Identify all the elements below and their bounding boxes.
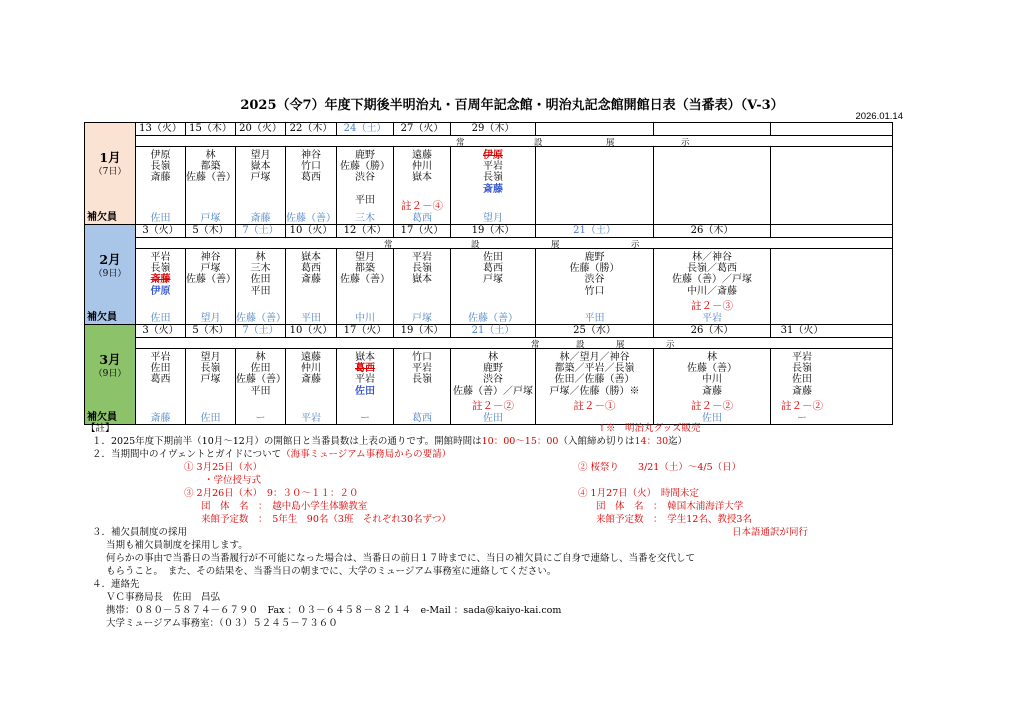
- duty-member: 竹口: [301, 161, 321, 173]
- note-reference: 註２－④: [401, 200, 443, 212]
- duty-member: 佐藤（善）: [340, 274, 390, 286]
- duty-member: 斎藤: [792, 385, 812, 397]
- substitute-member: 佐田: [483, 413, 503, 424]
- note-1: １．2025年度下期前半（10月～12月）の開館日と当番員数は上表の通りです。開館時間は10：00～15：00（入館締め切りは14：30迄）: [92, 436, 688, 447]
- day-cell: [337, 147, 394, 224]
- duty-names: [536, 352, 653, 397]
- duty-member: 長嶺: [483, 172, 503, 184]
- exhibit-char: 示: [666, 340, 675, 350]
- date-header: 12（木）: [337, 225, 394, 238]
- substitute-member: 平岩: [702, 313, 722, 324]
- duty-member: 渋谷: [355, 172, 375, 184]
- day-cell: [451, 249, 536, 324]
- duty-member: 竹口: [412, 352, 432, 363]
- duty-member: 平岩: [483, 161, 503, 173]
- page-title: 2025（令7）年度下期後半明治丸・百周年記念館・明治丸記念館開館日表（当番表）（V-3）: [240, 98, 784, 113]
- duty-member: 林: [707, 352, 717, 363]
- duty-member: 嶽本: [412, 172, 432, 184]
- duty-names: [337, 252, 393, 286]
- duty-member: 鹿野: [584, 252, 605, 263]
- exhibit-char: 示: [681, 138, 690, 148]
- duty-member: 佐田: [483, 252, 503, 263]
- duty-member: 佐藤（勝）: [340, 161, 390, 173]
- duty-member: 佐田: [792, 374, 812, 386]
- duty-member: 嶽本: [412, 274, 432, 286]
- date-header: 24（土）: [337, 123, 394, 136]
- day-cell: [654, 147, 771, 224]
- duty-names: [451, 252, 535, 286]
- date-header: 10（火）: [286, 325, 337, 338]
- duty-member: 中川／斎藤: [687, 285, 737, 297]
- date-header: 3（火）: [136, 325, 186, 338]
- duty-member: 戸塚／佐藤（勝）※: [549, 385, 640, 397]
- duty-member: 長嶺／葛西: [687, 263, 737, 275]
- duty-member: 佐藤（善）／戸塚: [672, 274, 752, 286]
- date-header: [654, 123, 771, 136]
- duty-member: 長嶺: [150, 161, 171, 173]
- month-label-cell: [85, 123, 136, 224]
- day-cell: [337, 249, 394, 324]
- date-header: 26（木）: [654, 325, 771, 338]
- day-cell: [394, 349, 451, 424]
- duty-member: 平田: [250, 385, 271, 397]
- event-1: ① 3月25日（水）: [184, 462, 263, 473]
- substitute-member: ー: [255, 413, 266, 424]
- duty-member: 林／望月／神谷: [559, 352, 630, 363]
- date-header: 5（木）: [186, 325, 236, 338]
- date-header: 21（土）: [451, 325, 536, 338]
- duty-names: [394, 352, 450, 386]
- day-cell: [236, 349, 286, 424]
- date-header: 7（土）: [236, 325, 286, 338]
- event-4-group: 団 体 名 ： 韓国木浦海洋大学: [596, 501, 744, 512]
- duty-member: 斎藤: [301, 374, 321, 386]
- duty-member: 平田: [355, 194, 375, 206]
- date-header: 22（木）: [286, 123, 337, 136]
- duty-names: [771, 352, 833, 397]
- duty-member: 佐田: [355, 385, 375, 397]
- duty-member: 長嶺: [792, 363, 812, 375]
- duty-names: [451, 352, 535, 397]
- duty-member: 仲川: [301, 363, 321, 375]
- duty-member: 伊原: [150, 285, 171, 297]
- substitute-member: 佐田: [150, 313, 171, 324]
- note-2: ２．当期間中のイヴェントとガイドについて（海事ミュージアム事務局からの要請）: [92, 449, 452, 460]
- open-day-count: （7日）: [93, 167, 127, 177]
- note-3b: 何らかの事由で当番日の当番履行が不可能になった場合は、当番日の前日１７時までに、当日の補欠員にご自身で連絡し、当番を交代して: [106, 553, 696, 564]
- duty-names: [236, 150, 285, 184]
- month-label-cell: [85, 225, 136, 324]
- exhibit-char: 常: [384, 240, 393, 250]
- exhibit-char: 常: [456, 138, 465, 148]
- day-cell: [236, 249, 286, 324]
- day-cell: [451, 147, 536, 224]
- month-section-2: [84, 224, 893, 324]
- date-header: [771, 225, 833, 238]
- exhibit-char: 示: [631, 240, 640, 250]
- duty-member: 林: [255, 252, 266, 263]
- date-header: 3（火）: [136, 225, 186, 238]
- day-cell: [771, 249, 833, 324]
- duty-member: 佐藤（勝）: [569, 263, 620, 275]
- substitute-member: 斎藤: [250, 213, 271, 224]
- duty-names: [394, 252, 450, 286]
- event-3-count: 来館予定数 ： 5年生 90名（3班 それぞれ30名ずつ）: [201, 514, 452, 525]
- duty-member: 佐藤（善）: [236, 374, 286, 386]
- note-4: ４．連絡先: [92, 579, 140, 590]
- contact-phone: 携帯：０８０－５８７４－６７９０ Fax ：０３－６４５８－８２１４ e-Mail ：sada@kaiyo-kai.com: [106, 605, 562, 616]
- duty-member: 戸塚: [250, 172, 271, 184]
- duty-member: 佐田: [150, 363, 171, 375]
- open-day-count: （9日）: [93, 269, 127, 279]
- month-section-3: [84, 324, 893, 425]
- substitute-label: 補欠員: [87, 212, 117, 223]
- duty-member: 平岩: [412, 252, 432, 263]
- duty-names: [186, 252, 235, 286]
- note-reference: 註２－②: [781, 400, 823, 412]
- date-header: 21（土）: [536, 225, 654, 238]
- duty-member: 神谷: [301, 150, 321, 161]
- duty-member: 斎藤: [301, 274, 321, 286]
- duty-member: 林／神谷: [692, 252, 732, 263]
- duty-member: 佐田: [250, 363, 271, 375]
- issue-date: 2026.01.14: [855, 111, 903, 122]
- exhibit-row: [136, 338, 892, 349]
- duty-member: 鹿野: [355, 150, 375, 161]
- duty-member: 葛西: [301, 172, 321, 184]
- exhibit-row: [136, 238, 892, 249]
- date-header: 20（火）: [236, 123, 286, 136]
- exhibit-char: 常: [531, 340, 540, 350]
- event-1-detail: ・学位授与式: [204, 475, 262, 486]
- duty-member: 都築／平岩／長嶺: [554, 363, 635, 375]
- month-label-cell: [85, 325, 136, 424]
- date-header: 26（木）: [654, 225, 771, 238]
- exhibit-row: [136, 136, 892, 147]
- duty-member: [337, 184, 393, 195]
- note-3a: 当期も補欠員制度を採用します。: [106, 540, 248, 551]
- duty-names: [136, 352, 185, 386]
- month-grid: [136, 325, 892, 424]
- duty-member: 渋谷: [584, 274, 605, 286]
- date-header: 19（木）: [451, 225, 536, 238]
- day-cell: [536, 249, 654, 324]
- substitute-member: 葛西: [412, 413, 432, 424]
- substitute-member: ー: [797, 413, 807, 424]
- date-header: 17（火）: [337, 325, 394, 338]
- day-cell: [451, 349, 536, 424]
- month-name: 1月: [99, 150, 121, 165]
- substitute-label: 補欠員: [87, 412, 117, 423]
- substitute-member: 佐藤（善）: [236, 313, 286, 324]
- day-cell: [536, 349, 654, 424]
- substitute-member: 佐藤（善）: [286, 213, 336, 224]
- duty-member: 遠藤: [301, 352, 321, 363]
- duty-member: 平岩: [792, 352, 812, 363]
- duty-names: [236, 252, 285, 297]
- duty-member: 平岩: [355, 374, 375, 386]
- day-cell: [536, 147, 654, 224]
- duty-names: [136, 252, 185, 297]
- substitute-member: 平田: [584, 313, 605, 324]
- note-reference: 註２－③: [691, 300, 733, 312]
- duty-member: 林: [255, 352, 266, 363]
- duty-member: 林: [488, 352, 498, 363]
- substitute-member: 戸塚: [200, 213, 221, 224]
- duty-member: 長嶺: [412, 374, 432, 386]
- note-reference: 註２－②: [472, 400, 514, 412]
- substitute-member: 佐田: [200, 413, 221, 424]
- duty-member: 三木: [250, 263, 271, 275]
- substitute-member: 葛西: [412, 213, 432, 224]
- duty-names: [186, 150, 235, 184]
- exhibit-char: 展: [606, 138, 615, 148]
- duty-member: 葛西: [150, 374, 171, 386]
- event-2: ② 桜祭り 3/21（土）～4/5（日）: [578, 462, 742, 473]
- duty-member: 中川: [702, 374, 722, 386]
- goods-note: ↑※ 明治丸グッズ販売: [598, 423, 701, 434]
- date-header: 31（火）: [780, 325, 824, 336]
- substitute-member: 望月: [483, 213, 503, 224]
- substitute-member: 佐田: [702, 413, 722, 424]
- day-cell: [286, 147, 337, 224]
- exhibit-char: 展: [616, 340, 625, 350]
- duty-member: 林: [205, 150, 216, 161]
- duty-member: 斎藤: [483, 183, 503, 195]
- day-cell: [286, 349, 337, 424]
- day-cell: [186, 349, 236, 424]
- duty-member: 嶽本: [355, 352, 375, 363]
- duty-names: [236, 352, 285, 397]
- duty-member: 戸塚: [200, 374, 221, 386]
- duty-member: 佐田／佐藤（善）: [554, 374, 635, 386]
- duty-names: [451, 150, 535, 195]
- substitute-label: 補欠員: [87, 312, 117, 323]
- duty-names: [654, 352, 770, 397]
- substitute-member: 望月: [200, 313, 221, 324]
- day-cell: [394, 147, 451, 224]
- duty-member: 遠藤: [412, 150, 432, 161]
- substitute-member: 戸塚: [412, 313, 432, 324]
- date-header: 27（火）: [394, 123, 451, 136]
- month-section-1: [84, 122, 893, 224]
- note-reference: 註２－②: [691, 400, 733, 412]
- day-cell: [136, 249, 186, 324]
- day-cell: [337, 349, 394, 424]
- duty-member: 斎藤: [150, 172, 171, 184]
- day-cell: [654, 249, 771, 324]
- open-day-count: （9日）: [93, 369, 127, 379]
- duty-member: 平田: [250, 285, 271, 297]
- date-header: 7（土）: [236, 225, 286, 238]
- day-cell: [236, 147, 286, 224]
- duty-member: 斎藤: [150, 274, 171, 286]
- duty-member: 斎藤: [702, 385, 722, 397]
- duty-member: 佐藤（善）: [687, 363, 737, 375]
- day-cell: [654, 349, 771, 424]
- duty-member: 長嶺: [412, 263, 432, 275]
- date-header: 29（木）: [451, 123, 536, 136]
- duty-member: 長嶺: [150, 263, 171, 275]
- day-cell: [186, 249, 236, 324]
- day-cell: [186, 147, 236, 224]
- exhibit-char: 設: [471, 240, 480, 250]
- date-header: 10（火）: [286, 225, 337, 238]
- date-header: 13（火）: [136, 123, 186, 136]
- note-reference: 註２－①: [573, 400, 616, 412]
- duty-member: 佐藤（善）／戸塚: [453, 385, 533, 397]
- duty-member: 戸塚: [200, 263, 221, 275]
- contact-name: ＶＣ事務局長 佐田 昌弘: [106, 592, 221, 603]
- duty-names: [394, 150, 450, 184]
- event-4-count: 来館予定数 ： 学生12名、教授3名: [596, 514, 752, 525]
- duty-member: 望月: [250, 150, 271, 161]
- exhibit-char: 展: [551, 240, 560, 250]
- duty-member: 都築: [200, 161, 221, 173]
- duty-member: 望月: [355, 252, 375, 263]
- duty-member: 渋谷: [483, 374, 503, 386]
- date-header: 15（木）: [186, 123, 236, 136]
- duty-member: 望月: [200, 352, 221, 363]
- duty-member: 平岩: [412, 363, 432, 375]
- day-cell: [136, 349, 186, 424]
- substitute-member: 三木: [355, 213, 375, 224]
- day-cell: [771, 349, 833, 424]
- duty-member: 平岩: [150, 352, 171, 363]
- day-cell: [394, 249, 451, 324]
- day-cell: [136, 147, 186, 224]
- substitute-member: 平岩: [301, 413, 321, 424]
- duty-names: [536, 252, 653, 297]
- duty-member: 佐藤（善）: [186, 172, 236, 184]
- month-name: 2月: [99, 252, 121, 267]
- duty-member: 葛西: [355, 363, 375, 375]
- duty-member: 葛西: [301, 263, 321, 275]
- substitute-member: 平田: [301, 313, 321, 324]
- duty-member: 嶽本: [301, 252, 321, 263]
- duty-member: 戸塚: [483, 274, 503, 286]
- duty-names: [186, 352, 235, 386]
- substitute-member: 斎藤: [150, 413, 171, 424]
- duty-member: 都築: [355, 263, 375, 275]
- date-header: 5（木）: [186, 225, 236, 238]
- duty-names: [286, 150, 336, 184]
- event-4: ④ 1月27日（火） 時間未定: [578, 488, 699, 499]
- day-cell: [771, 147, 833, 224]
- month-grid: [136, 123, 892, 224]
- note-3c: もらうこと。 また、その結果を、当番当日の朝までに、大学のミュージアム事務室に連絡してください。: [106, 566, 557, 577]
- substitute-member: 中川: [355, 313, 375, 324]
- duty-member: 嶽本: [250, 161, 271, 173]
- event-4-interpreter: 日本語通訳が同行: [732, 527, 809, 538]
- date-header: [771, 123, 833, 136]
- date-header: 25（水）: [536, 325, 654, 338]
- duty-member: 竹口: [584, 285, 605, 297]
- duty-member: 平岩: [150, 252, 171, 263]
- notes-heading: 【註】: [86, 423, 115, 434]
- duty-member: 佐藤（善）: [186, 274, 236, 286]
- note-3: ３．補欠員制度の採用: [92, 527, 188, 538]
- date-header: 19（木）: [394, 325, 451, 338]
- date-header: [536, 123, 654, 136]
- date-header: 17（火）: [394, 225, 451, 238]
- duty-member: 神谷: [200, 252, 221, 263]
- exhibit-char: 設: [576, 340, 585, 350]
- duty-member: 葛西: [483, 263, 503, 275]
- month-grid: [136, 225, 892, 324]
- event-3-group: 団 体 名 ： 越中島小学生体験教室: [201, 501, 368, 512]
- substitute-member: 佐田: [150, 213, 171, 224]
- day-cell: [286, 249, 337, 324]
- contact-museum: 大学ミュージアム事務室：（０３）５２４５－７３６０: [106, 618, 338, 629]
- duty-member: 長嶺: [200, 363, 221, 375]
- month-name: 3月: [99, 352, 121, 367]
- exhibit-char: 設: [534, 138, 543, 148]
- duty-member: 伊原: [483, 150, 503, 161]
- substitute-member: 佐藤（善）: [468, 313, 518, 324]
- duty-names: [337, 352, 393, 397]
- schedule-table: [84, 122, 893, 425]
- duty-member: 伊原: [150, 150, 171, 161]
- duty-member: 佐田: [250, 274, 271, 286]
- duty-member: 仲川: [412, 161, 432, 173]
- duty-names: [286, 352, 336, 386]
- duty-names: [136, 150, 185, 184]
- event-3: ③ 2月26日（木） 9：３０～１１：２０: [184, 488, 359, 499]
- duty-names: [337, 150, 393, 206]
- substitute-member: ー: [360, 413, 370, 424]
- duty-names: [286, 252, 336, 286]
- duty-member: 鹿野: [483, 363, 503, 375]
- duty-names: [654, 252, 770, 297]
